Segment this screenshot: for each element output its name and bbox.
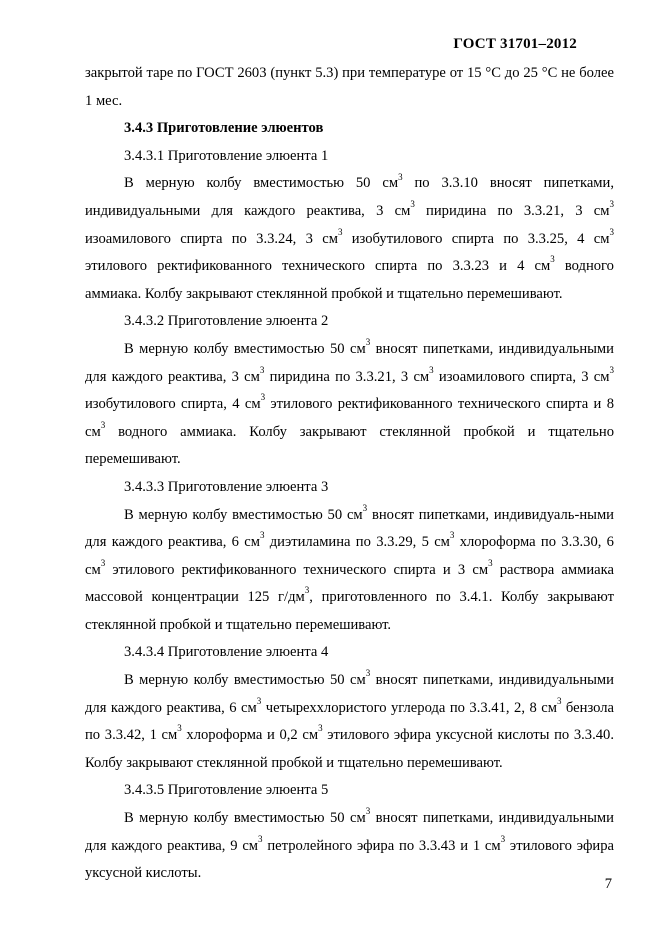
eluent-5-paragraph: В мерную колбу вместимостью 50 $см^3$ вносят пипетками, индивидуальными для каждого реактива, 9 $см^3$ петролейного эфира по 3.3.43 и 1 $см^3$ этилового эфира уксусной кислоты.: [85, 806, 614, 882]
eluent-4-title: 3.4.3.4 Приготовление элюента 4: [124, 644, 329, 661]
eluent-3-paragraph: В мерную колбу вместимостью 50 $см^3$ вносят пипетками, индивидуаль-ными для каждого реактива, 6 $см^3$ диэтиламина по 3.3.29, 5 $см^3$ хлороформа по 3.3.30, 6 $см^3$ этилового ректификованного технического спирта и 3 $см^3$ раствора аммиака массовой концентрации 125 $г/дм^3$, приготовленного по 3.4.1. Колбу закрывают стеклянной пробкой и тщательно перемешивают.: [85, 502, 615, 633]
eluent-5-title: 3.4.3.5 Приготовление элюента 5: [124, 782, 329, 799]
page-number: 7: [604, 876, 612, 892]
document-header: ГОСТ 31701–2012: [453, 36, 577, 52]
eluent-4-paragraph: В мерную колбу вместимостью 50 $см^3$ вносят пипетками, индивидуальными для каждого реактива, 6 $см^3$ четыреххлористого углерода по 3.3.41, 2, 8 $см^3$ бензола по 3.3.42, 1 $см^3$ хлороформа и 0,2 $см^3$ этилового эфира уксусной кислоты по 3.3.40. Колбу закрывают стеклянной пробкой и тщательно перемешивают.: [85, 668, 614, 771]
eluent-2-paragraph: В мерную колбу вместимостью 50 $см^3$ вносят пипетками, индивидуальными для каждого реактива, 3 $см^3$ пиридина по 3.3.21, 3 $см^3$ изоамилового спирта, 3 $см^3$ изобутилового спирта, 4 $см^3$ этилового ректификованного технического спирта и 8 $см^3$ водного аммиака. Колбу закрывают стеклянной пробкой и тщательно перемешивают.: [85, 337, 614, 468]
continued-paragraph: закрытой таре по ГОСТ 2603 (пункт 5.3) при температуре от 15 °C до 25 °C не более 1 мес.: [85, 65, 614, 109]
section-heading: 3.4.3 Приготовление элюентов: [124, 120, 324, 137]
eluent-1-paragraph: В мерную колбу вместимостью 50 $см^3$ по 3.3.10 вносят пипетками, индивидуальными для каждого реактива, 3 $см^3$ пиридина по 3.3.21, 3 $см^3$ изоамилового спирта по 3.3.24, 3 $см^3$ изобутилового спирта по 3.3.25, 4 $см^3$ этилового ректификованного технического спирта по 3.3.23 и 4 $см^3$ водного аммиака. Колбу закрывают стеклянной пробкой и тщательно перемешивают.: [85, 171, 615, 302]
eluent-3-title: 3.4.3.3 Приготовление элюента 3: [124, 478, 329, 495]
page-body: [85, 60, 614, 888]
eluent-2-title: 3.4.3.2 Приготовление элюента 2: [124, 313, 329, 330]
eluent-1-title: 3.4.3.1 Приготовление элюента 1: [124, 147, 329, 164]
